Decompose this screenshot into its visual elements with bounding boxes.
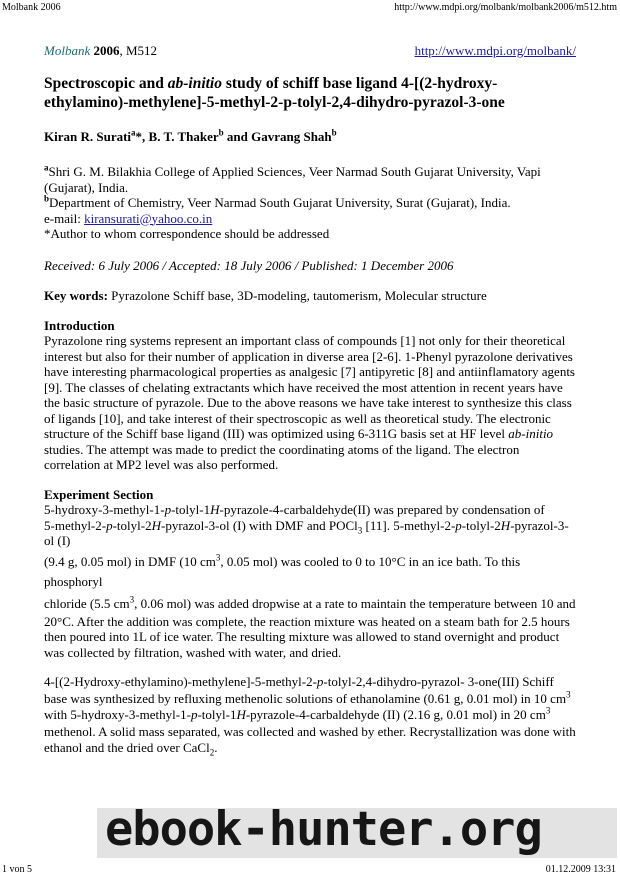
author-list: Kiran R. Surati$^a$*, B. T. Thaker$^b$ and Gavrang Shah$^b$ xyxy=(44,127,337,144)
journal-line xyxy=(44,43,576,59)
page-counter: 1 von 5 xyxy=(2,864,32,875)
article-title: Spectroscopic and ab-initio study of schiff base ligand 4-[(2-hydroxy-ethylamino)-methylene]-5-methyl-2-p-tolyl-2,4-dihydro-pyrazol-3-one xyxy=(44,75,505,111)
experiment-text: 20°C. After the addition was complete, the reaction mixture was heated on a steam bath for 2.5 hours then poured into 1L of ice water. The resulting mixture was allowed to stand overnight and product was collected by filtration, washed with water, and dried. xyxy=(44,613,570,660)
experiment-line: chloride (5.5 $cm^3$, 0.06 mol) was added dropwise at a rate to maintain the temperature between 10 and xyxy=(44,594,576,611)
affiliation-b: $^b$Department of Chemistry, Veer Narmad South Gujarat University, Surat (Gujarat), India. xyxy=(44,193,511,210)
journal-name: Molbank xyxy=(44,43,91,58)
publication-dates: Received: 6 July 2006 / Accepted: 18 July 2006 / Published: 1 December 2006 xyxy=(44,257,454,273)
title-italic: ab-initio xyxy=(167,75,222,92)
introduction-heading: Introduction xyxy=(44,317,115,333)
print-timestamp: 01.12.2009 13:31 xyxy=(545,864,616,875)
browser-header-url: http://www.mdpi.org/molbank/molbank2006/m512.htm xyxy=(394,2,617,13)
article-body xyxy=(44,43,576,757)
article-id: , M512 xyxy=(119,43,158,58)
affiliations xyxy=(44,164,576,242)
experiment-paragraph-2: 4-[(2-Hydroxy-ethylamino)-methylene]-5-methyl-2-p-tolyl-2,4-dihydro-pyrazol- 3-one(III) Schiff base was synthesized by refluxing methenolic solutions of ethanolamine (0.61 g, 0.01 mol) in 10 $cm^3$ with 5-hydroxy-3-methyl-1-p-tolyl-1H-pyrazole-4-carbaldehyde (II) (2.16 g, 0.01 mol) in 20 $cm^3$ methenol. A solid mass separated, was collected and washed by ether. Recrystallization was done with ethanol and the dried over CaCl$_2$. xyxy=(44,674,576,758)
experiment-line: 5-hydroxy-3-methyl-1-p-tolyl-1H-pyrazole-4-carbaldehyde(II) was prepared by condensation of xyxy=(44,502,545,517)
keywords: Key words: Pyrazolone Schiff base, 3D-modeling, tautomerism, Molecular structure xyxy=(44,288,487,303)
experiment-paragraph-1 xyxy=(44,502,576,660)
journal-url-link[interactable]: http://www.mdpi.org/molbank/ xyxy=(414,43,576,58)
affiliation-a: $^a$Shri G. M. Bilakhia College of Applied Sciences, Veer Narmad South Gujarat University, Vapi (Gujarat), India. xyxy=(44,162,541,195)
browser-header-title: Molbank 2006 xyxy=(2,2,61,13)
correspondence-note: *Author to whom correspondence should be addressed xyxy=(44,226,330,241)
keywords-label: Key words: xyxy=(44,288,108,303)
email-link[interactable]: kiransurati@yahoo.co.in xyxy=(84,210,213,226)
introduction-paragraph: Pyrazolone ring systems represent an important class of compounds [1] not only for their theoretical interest but also for their number of application in diverse area [2-6]. 1-Phenyl pyrazolone derivatives have interesting pharmacological properties as analgesic [7] antipyretic [8] and antiinflamatory agents [9]. The classes of chelating extractants which have received the most attention in recent years have the basic structure of pyrazole. Due to the above reasons we have take interest to synthesize this class of ligands [10], and take interest of their spectroscopic as well as theoretical study. The electronic structure of the Schiff base ligand (III) was optimized using 6-311G basis set at HF level ab-initio studies. The attempt was made to predict the coordinating atoms of the ligand. The electron correlation at MP2 level was also performed. xyxy=(44,333,575,472)
watermark-text: ebook-hunter.org xyxy=(105,802,542,857)
watermark-banner xyxy=(97,802,617,858)
experiment-line: 5-methyl-2-p-tolyl-2H-pyrazol-3-ol (I) with DMF and POCl$_3$ [11]. 5-methyl-2-p-tolyl-2H-pyrazol-3-ol (I) xyxy=(44,517,569,548)
email-line: e-mail: kiransurati@yahoo.co.in xyxy=(44,210,213,226)
experiment-line: (9.4 g, 0.05 mol) in DMF (10 $cm^3$, 0.05 mol) was cooled to 0 to 10°C in an ice bath. To this phosphoryl xyxy=(44,552,521,589)
experiment-heading: Experiment Section xyxy=(44,486,154,502)
journal-year: 2006 xyxy=(93,43,120,58)
